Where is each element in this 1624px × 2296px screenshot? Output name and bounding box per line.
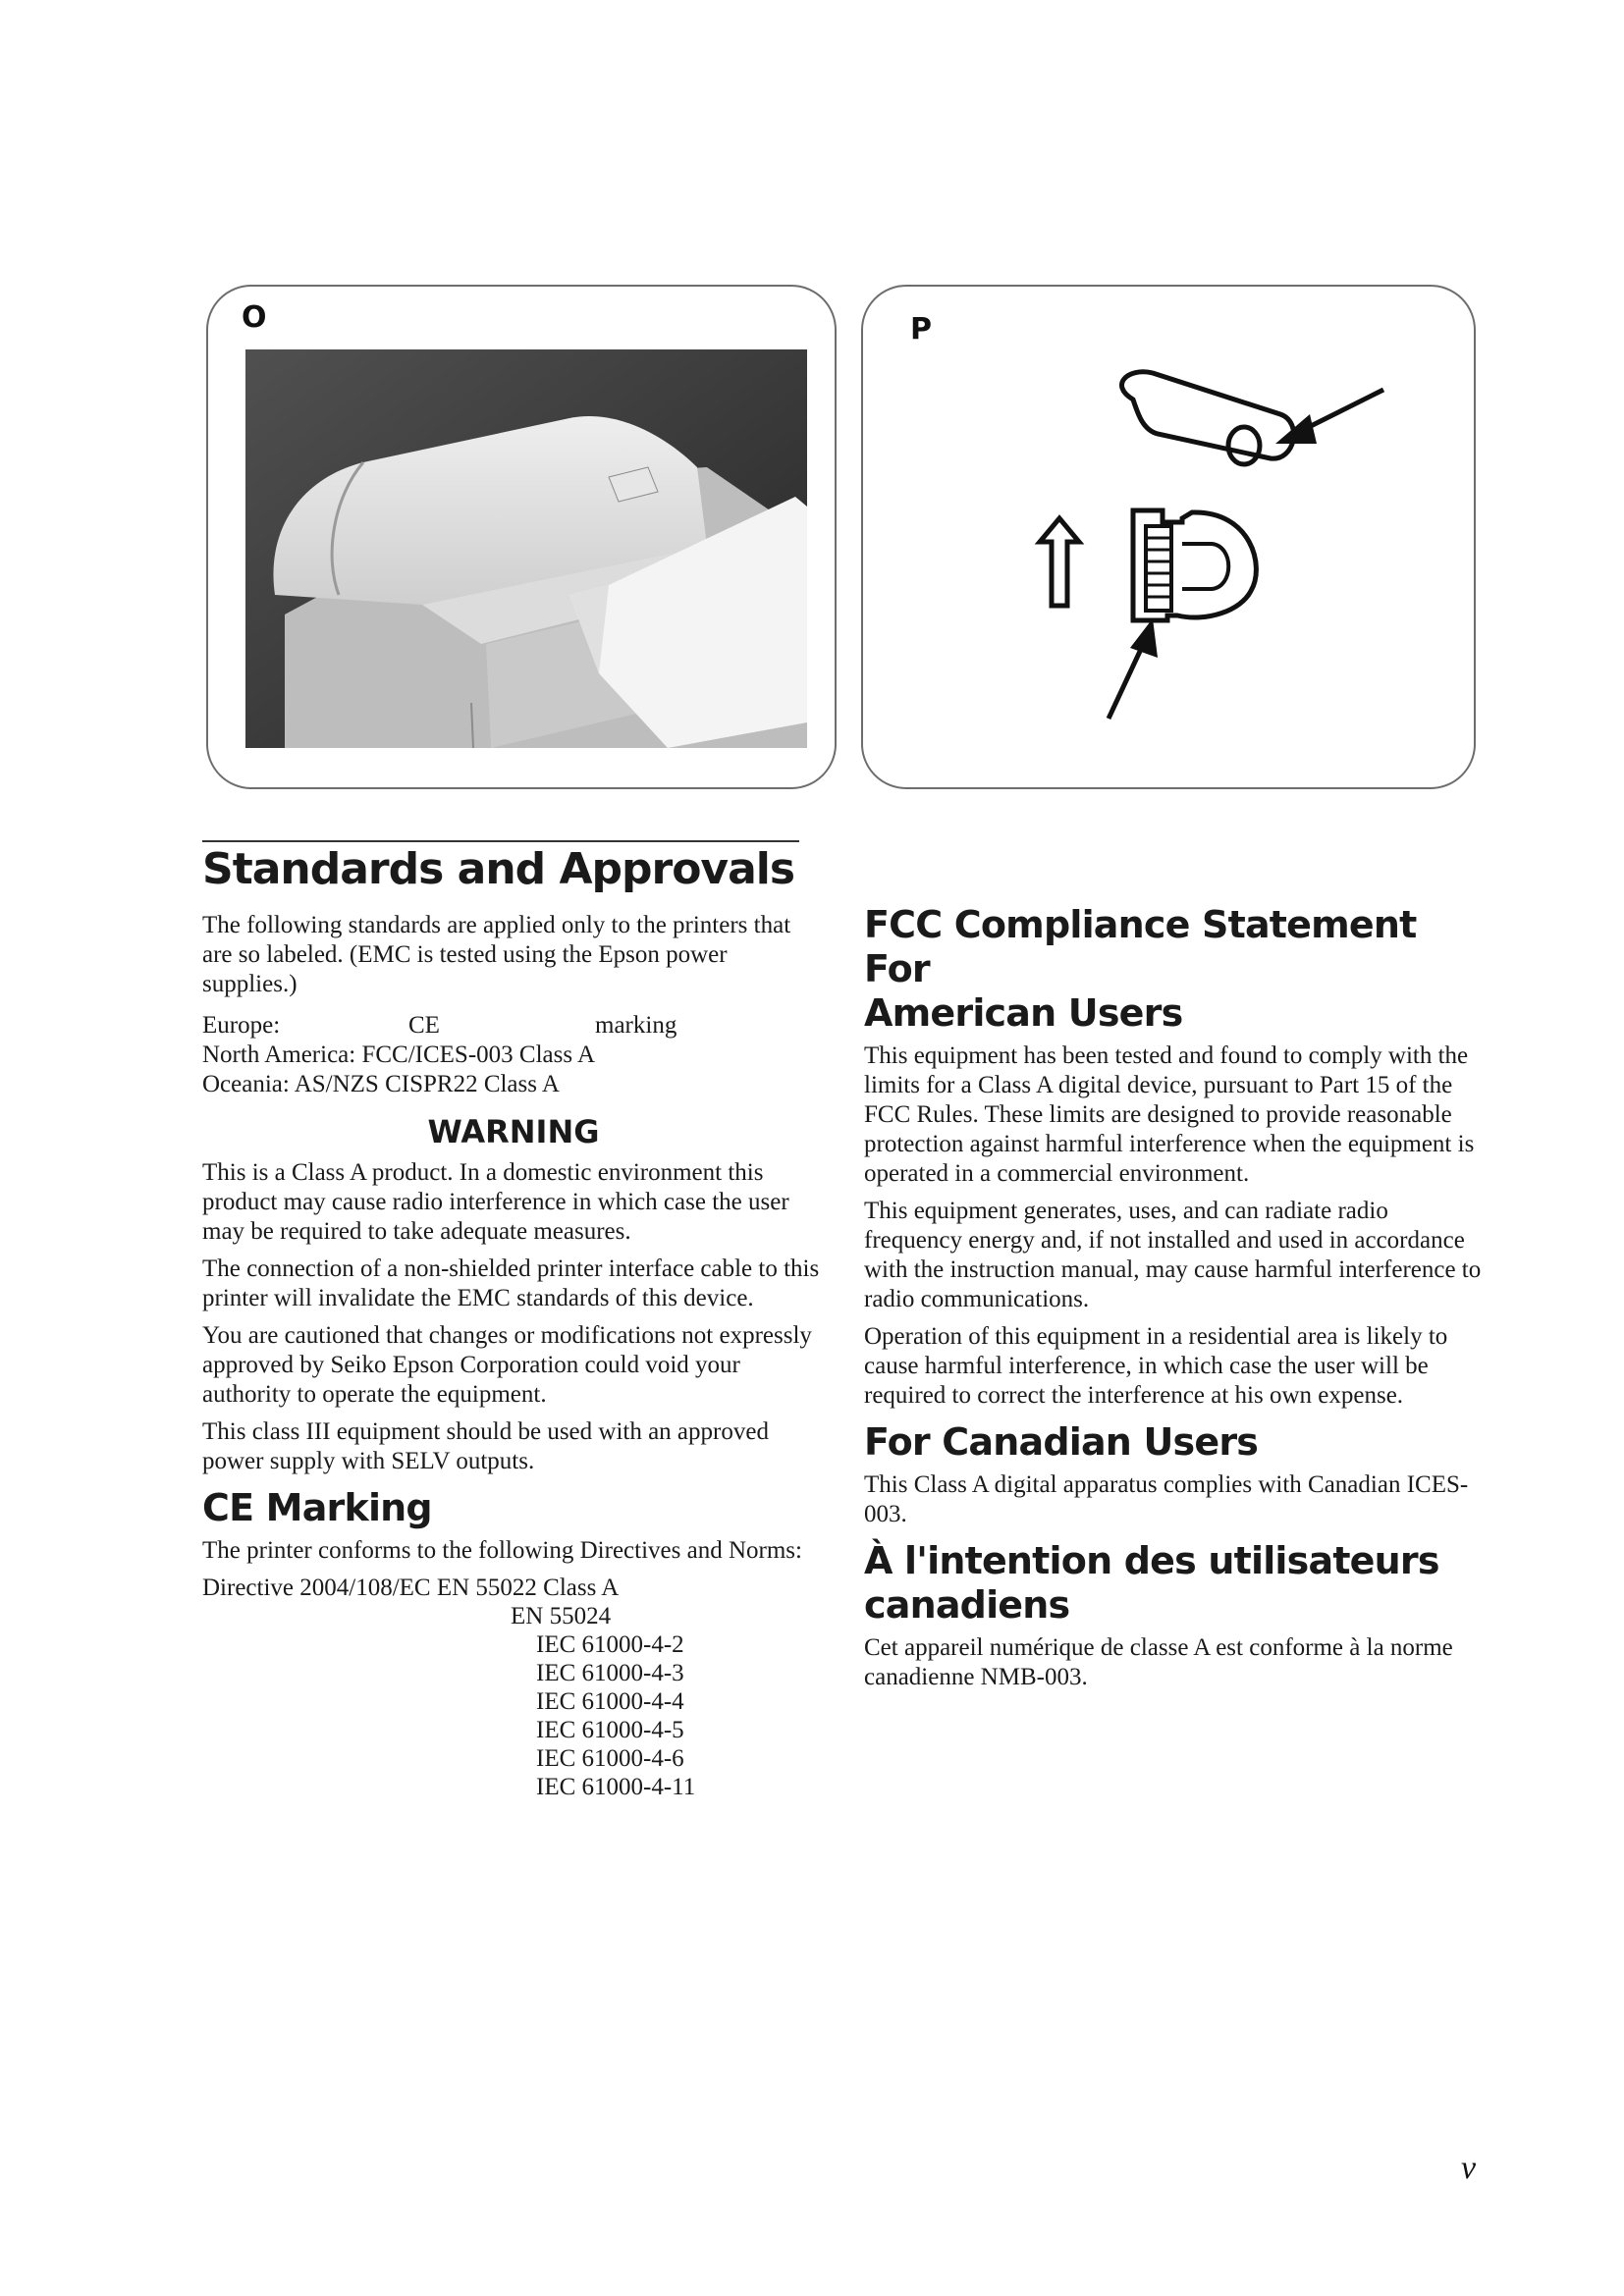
arrow-bottom	[1109, 645, 1143, 719]
iec-norm: IEC 61000-4-3	[536, 1660, 684, 1687]
iec-norm: IEC 61000-4-6	[536, 1745, 684, 1773]
up-arrow-icon	[1040, 518, 1079, 606]
europe-label: Europe:	[202, 1012, 281, 1040]
oceania-row: Oceania: AS/NZS CISPR22 Class A	[202, 1071, 560, 1098]
figure-o-label: O	[242, 300, 267, 335]
iec-norm: IEC 61000-4-4	[536, 1688, 684, 1716]
north-america-row: North America: FCC/ICES-003 Class A	[202, 1041, 595, 1069]
figure-p-label: P	[910, 312, 932, 347]
iec-norm: IEC 61000-4-5	[536, 1717, 684, 1744]
figure-o-panel	[206, 285, 837, 789]
warning-title: WARNING	[427, 1113, 600, 1151]
fcc-title	[864, 903, 1483, 1036]
europe-ce: CE	[408, 1012, 440, 1040]
standards-rule	[202, 840, 799, 842]
canadian-title: For Canadian Users	[864, 1420, 1259, 1464]
iec-norm: IEC 61000-4-11	[536, 1774, 696, 1801]
printer-photo	[245, 349, 807, 748]
europe-marking: marking	[595, 1012, 677, 1040]
en-norm-line: EN 55024	[511, 1603, 612, 1630]
iec-norm-list	[202, 1630, 825, 1801]
roll-shape	[1122, 372, 1294, 458]
europe-row	[202, 1011, 825, 1041]
figure-p-panel	[861, 285, 1476, 789]
warning-paragraph: The connection of a non-shielded printer interface cable to this printer will invalidate the EMC standards of this device.	[202, 1255, 820, 1312]
fcc-paragraph: Operation of this equipment in a residential area is likely to cause harmful interference, in which case the user will be required to correct the interference at his own expense.	[864, 1323, 1448, 1409]
fcc-title-line2: American Users	[864, 991, 1183, 1035]
left-column	[202, 840, 825, 1801]
french-text: Cet appareil numérique de classe A est conforme à la norme canadienne NMB-003.	[864, 1634, 1453, 1690]
fcc-paragraph: This equipment generates, uses, and can radiate radio frequency energy and, if not installed and used in accordance with the instruction manual, may cause harmful interference to radio communications.	[864, 1198, 1482, 1312]
iec-norm: IEC 61000-4-2	[536, 1631, 684, 1659]
standards-intro: The following standards are applied only to the printers that are so labeled. (EMC is tested using the Epson power supplies.)	[202, 912, 791, 998]
standards-title: Standards and Approvals	[202, 844, 795, 894]
roll-holder-diagram	[863, 287, 1478, 791]
french-title-line2: canadiens	[864, 1583, 1070, 1627]
fcc-paragraph: This equipment has been tested and found to comply with the limits for a Class A digital device, pursuant to Part 15 of the FCC Rules. These limits are designed to provide reasonable protection against harmful interference when the equipment is operated in a commercial environment.	[864, 1042, 1475, 1187]
canadian-text: This Class A digital apparatus complies with Canadian ICES-003.	[864, 1471, 1469, 1527]
french-title	[864, 1539, 1483, 1628]
warning-paragraph: This class III equipment should be used with an approved power supply with SELV outputs.	[202, 1418, 769, 1475]
directive-line: Directive 2004/108/EC EN 55022 Class A	[202, 1575, 620, 1602]
right-column	[864, 903, 1483, 1700]
printer-photo-illustration	[245, 349, 807, 748]
ce-marking-intro: The printer conforms to the following Directives and Norms:	[202, 1537, 802, 1565]
french-title-line1: À l'intention des utilisateurs	[864, 1539, 1439, 1582]
ce-marking-title: CE Marking	[202, 1486, 432, 1530]
warning-paragraph: This is a Class A product. In a domestic environment this product may cause radio interference in which case the user may be required to take adequate measures.	[202, 1159, 789, 1246]
warning-paragraph: You are cautioned that changes or modifications not expressly approved by Seiko Epson Corporation could void your authority to operate the equipment.	[202, 1322, 812, 1409]
fcc-title-line1: FCC Compliance Statement For	[864, 903, 1417, 990]
page-number: v	[1461, 2150, 1477, 2186]
